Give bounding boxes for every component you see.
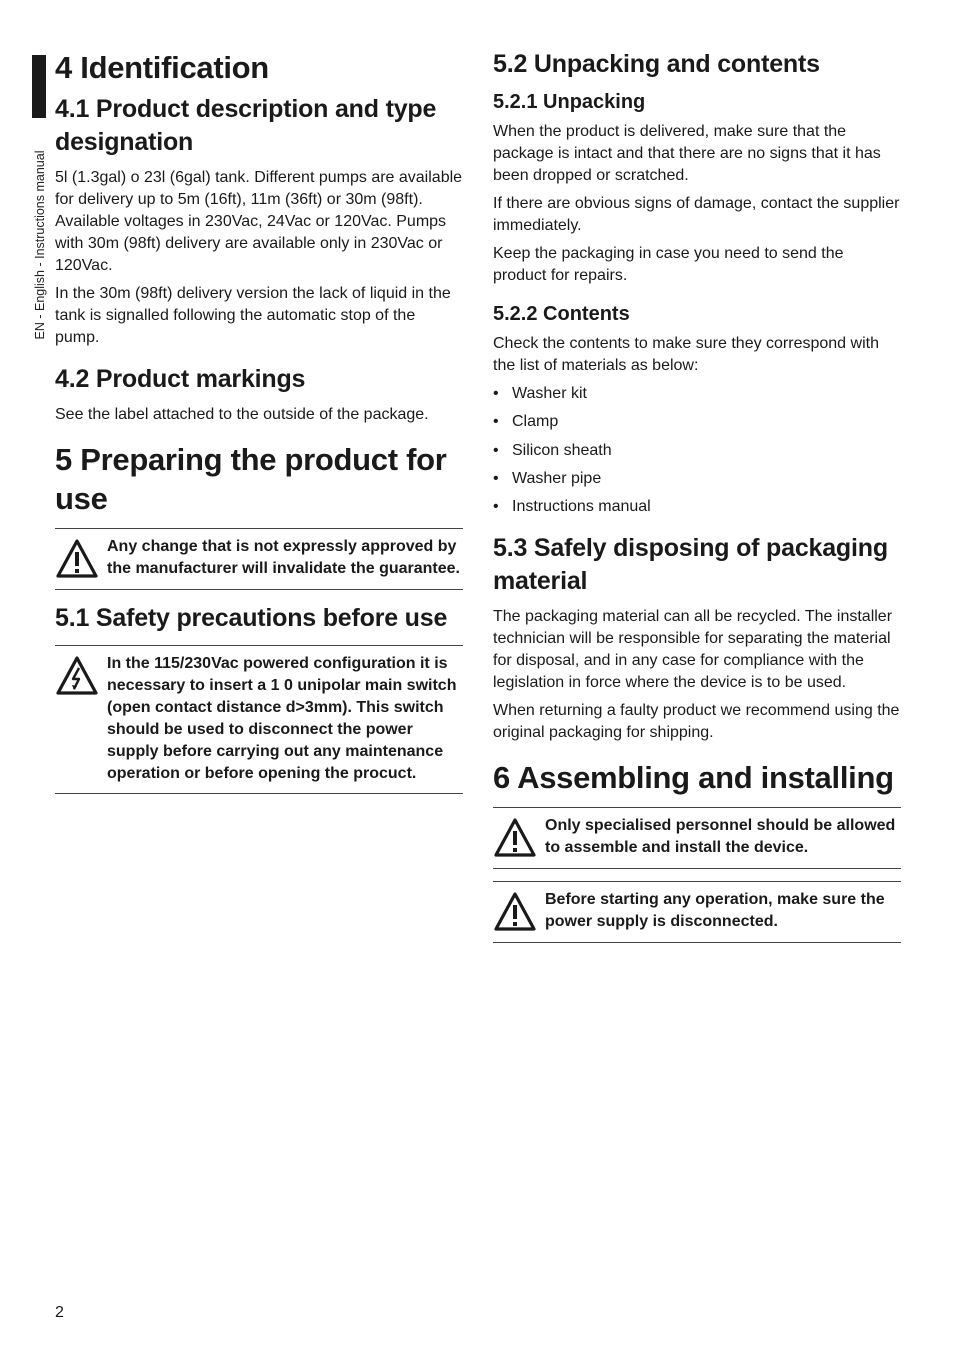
warning-box-power-supply bbox=[493, 881, 901, 943]
warning-triangle-icon bbox=[55, 537, 99, 581]
right-column bbox=[493, 48, 901, 955]
paragraph-markings: See the label attached to the outside of the package. bbox=[55, 406, 429, 423]
warning-box-main-switch bbox=[55, 645, 463, 794]
warning-text-guarantee: Any change that is not expressly approved by the manufacturer will invalidate the guarantee. bbox=[107, 538, 460, 577]
warning-text-power-supply: Before starting any operation, make sure the power supply is disconnected. bbox=[545, 891, 885, 931]
list-item: • Washer kit bbox=[493, 383, 901, 405]
heading-identification: 4 Identification bbox=[55, 50, 269, 85]
list-item: • Silicon sheath bbox=[493, 440, 901, 462]
heading-preparing-product: 5 Preparing the product for use bbox=[55, 442, 447, 516]
heading-safety-precautions: 5.1 Safety precautions before use bbox=[55, 604, 448, 632]
paragraph-disposing-1: The packaging material can all be recycled. The installer technician will be responsible for separating the material for disposal, and in any case for compliance with the legislation in force where the device is to be used. bbox=[493, 608, 893, 692]
side-tab-marker bbox=[32, 55, 46, 118]
warning-triangle-icon bbox=[493, 816, 537, 860]
contents-list bbox=[493, 383, 901, 518]
paragraph-description-1: 5l (1.3gal) o 23l (6gal) tank. Different pumps are available for delivery up to 5m (16ft), 11m (36ft) or 30m (98ft). Available voltages in 230Vac, 24Vac or 120Vac. Pumps with 30m (98ft) delivery are available only in 230Vac or 120Vac. bbox=[55, 169, 463, 274]
warning-text-personnel: Only specialised personnel should be allowed to assemble and install the device. bbox=[545, 817, 896, 857]
heading-assembling-installing: 6 Assembling and installing bbox=[493, 760, 894, 796]
heading-contents: 5.2.2 Contents bbox=[493, 303, 630, 325]
warning-box-guarantee bbox=[55, 528, 463, 590]
paragraph-unpacking-2: If there are obvious signs of damage, contact the supplier immediately. bbox=[493, 195, 900, 234]
electrical-hazard-icon bbox=[55, 654, 99, 698]
warning-triangle-icon bbox=[493, 890, 537, 934]
paragraph-unpacking-1: When the product is delivered, make sure that the package is intact and that there are no signs that it has been dropped or scratched. bbox=[493, 123, 881, 184]
paragraph-description-2: In the 30m (98ft) delivery version the lack of liquid in the tank is signalled following the automatic stop of the pump. bbox=[55, 285, 451, 346]
heading-product-markings: 4.2 Product markings bbox=[55, 365, 306, 393]
warning-text-main-switch: In the 115/230Vac powered configuration it is necessary to insert a 1 0 unipolar main switch (open contact distance d>3mm). This switch should be used to disconnect the power supply before carrying out any maintenance operation or before opening the procuct. bbox=[107, 655, 457, 782]
paragraph-unpacking-3: Keep the packaging in case you need to send the product for repairs. bbox=[493, 245, 844, 284]
paragraph-disposing-2: When returning a faulty product we recommend using the original packaging for shipping. bbox=[493, 702, 900, 742]
list-item: • Clamp bbox=[493, 411, 901, 433]
warning-box-personnel bbox=[493, 807, 901, 869]
paragraph-contents: Check the contents to make sure they correspond with the list of materials as below: bbox=[493, 335, 879, 374]
left-column bbox=[55, 48, 463, 806]
heading-unpacking: 5.2.1 Unpacking bbox=[493, 91, 646, 113]
page-number: 2 bbox=[55, 1304, 64, 1321]
list-item: • Instructions manual bbox=[493, 496, 901, 518]
heading-unpacking-contents: 5.2 Unpacking and contents bbox=[493, 50, 820, 78]
side-running-label: EN - English - Instructions manual bbox=[33, 150, 47, 340]
list-item: • Washer pipe bbox=[493, 468, 901, 490]
heading-disposing-packaging: 5.3 Safely disposing of packaging material bbox=[493, 534, 888, 596]
heading-product-description: 4.1 Product description and type designation bbox=[55, 95, 437, 156]
